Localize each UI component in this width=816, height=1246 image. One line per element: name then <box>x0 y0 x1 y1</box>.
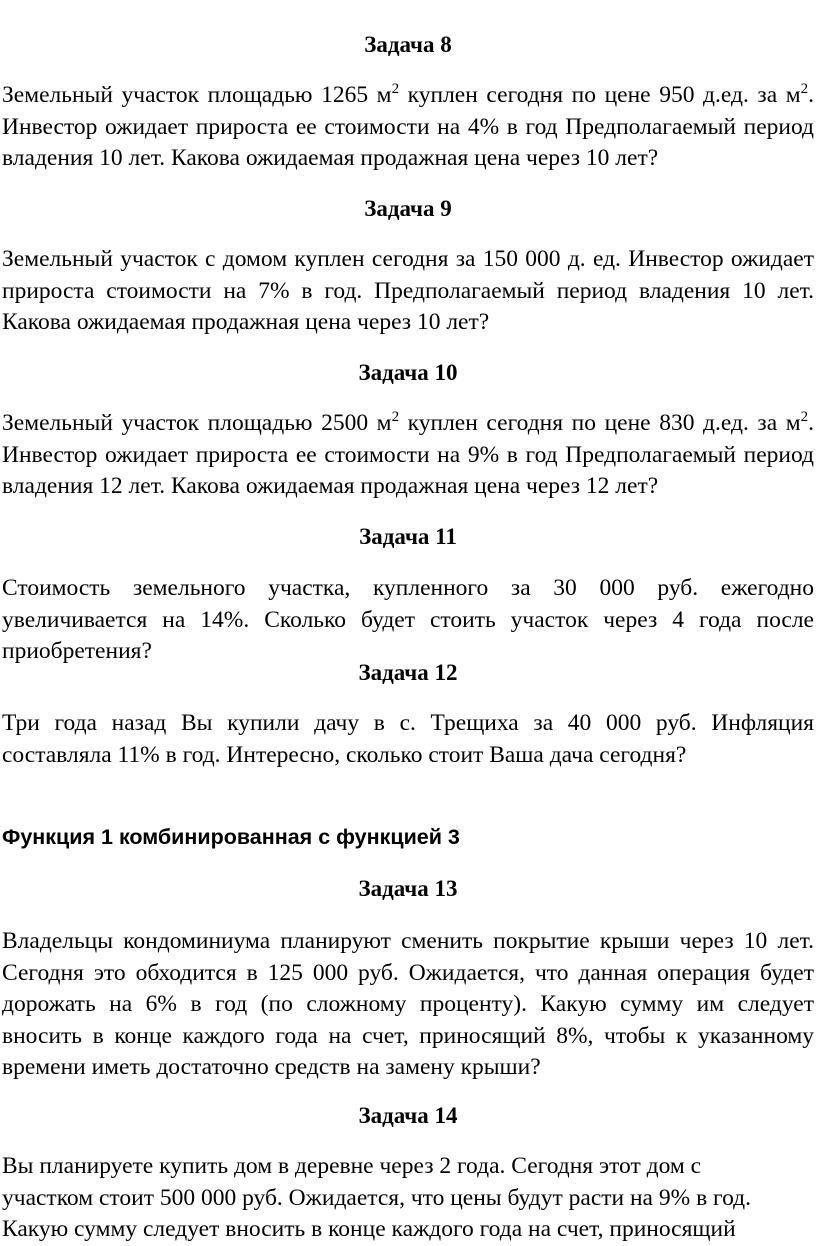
text-line: Земельный участок площадью 2500 $м^2$ куплен сегодня по цене 830 д.ед. за $м^2$. <box>2 409 814 436</box>
task-10-title: Задача 10 <box>358 360 458 385</box>
task-8-text <box>2 80 814 175</box>
text-line: Инвестор ожидает прироста ее стоимости на 4% в год Предполагаемый период <box>2 113 814 140</box>
task-13-text <box>2 926 814 1084</box>
text-line: увеличивается на 14%. Сколько будет стоить участок через 4 года после <box>2 606 814 633</box>
text-line: приобретения? <box>2 638 152 664</box>
text-line: Земельный участок с домом куплен сегодня за 150 000 д. ед. Инвестор ожидает <box>2 246 814 272</box>
text-line: прироста стоимости на 7% в год. Предполагаемый период владения 10 лет. <box>2 277 814 304</box>
text-line: Инвестор ожидает прироста ее стоимости на 9% в год Предполагаемый период <box>2 441 814 468</box>
task-14-text <box>2 1151 814 1246</box>
text-line: Какова ожидаемая продажная цена через 10 лет? <box>2 309 490 335</box>
text-line: Земельный участок площадью 1265 $м^2$ куплен сегодня по цене 950 д.ед. за $м^2$. <box>2 81 814 108</box>
task-14-title: Задача 14 <box>358 1103 458 1128</box>
task-12-text <box>2 708 814 771</box>
text-line: владения 10 лет. Какова ожидаемая продажная цена через 10 лет? <box>2 145 659 171</box>
text-line: вносить в конце каждого года на счет, приносящий 8%, чтобы к указанному <box>2 1022 814 1049</box>
task-9-title: Задача 9 <box>364 196 452 221</box>
text-line: участком стоит 500 000 руб. Ожидается, что цены будут расти на 9% в год. <box>2 1184 751 1211</box>
text-line: времени иметь достаточно средств на замену крыши? <box>2 1054 541 1080</box>
text-line: дорожать на 6% в год (по сложному проценту). Какую сумму им следует <box>2 991 814 1017</box>
text-line: Стоимость земельного участка, купленного за 30 000 руб. ежегодно <box>2 575 814 601</box>
task-10-text <box>2 408 814 503</box>
section-title: Функция 1 комбинированная с функцией 3 <box>2 825 460 849</box>
text-line: Какую сумму следует вносить в конце каждого года на счет, приносящий <box>2 1216 736 1242</box>
task-11-title: Задача 11 <box>359 524 457 549</box>
task-8-title: Задача 8 <box>364 32 452 57</box>
text-line: владения 12 лет. Какова ожидаемая продажная цена через 12 лет? <box>2 473 659 499</box>
text-line: составляла 11% в год. Интересно, сколько стоит Ваша дача сегодня? <box>2 741 687 768</box>
task-12-title: Задача 12 <box>358 660 458 685</box>
task-9-text <box>2 244 814 339</box>
text-line: Три года назад Вы купили дачу в с. Трещиха за 40 000 руб. Инфляция <box>2 710 814 736</box>
task-13-title: Задача 13 <box>358 876 458 901</box>
text-line: Владельцы кондоминиума планируют сменить покрытие крыши через 10 лет. <box>2 928 814 954</box>
task-11-text <box>2 573 814 668</box>
text-line: Вы планируете купить дом в деревне через 2 года. Сегодня этот дом с <box>2 1153 702 1179</box>
text-line: Сегодня это обходится в 125 000 руб. Ожидается, что данная операция будет <box>2 959 814 986</box>
